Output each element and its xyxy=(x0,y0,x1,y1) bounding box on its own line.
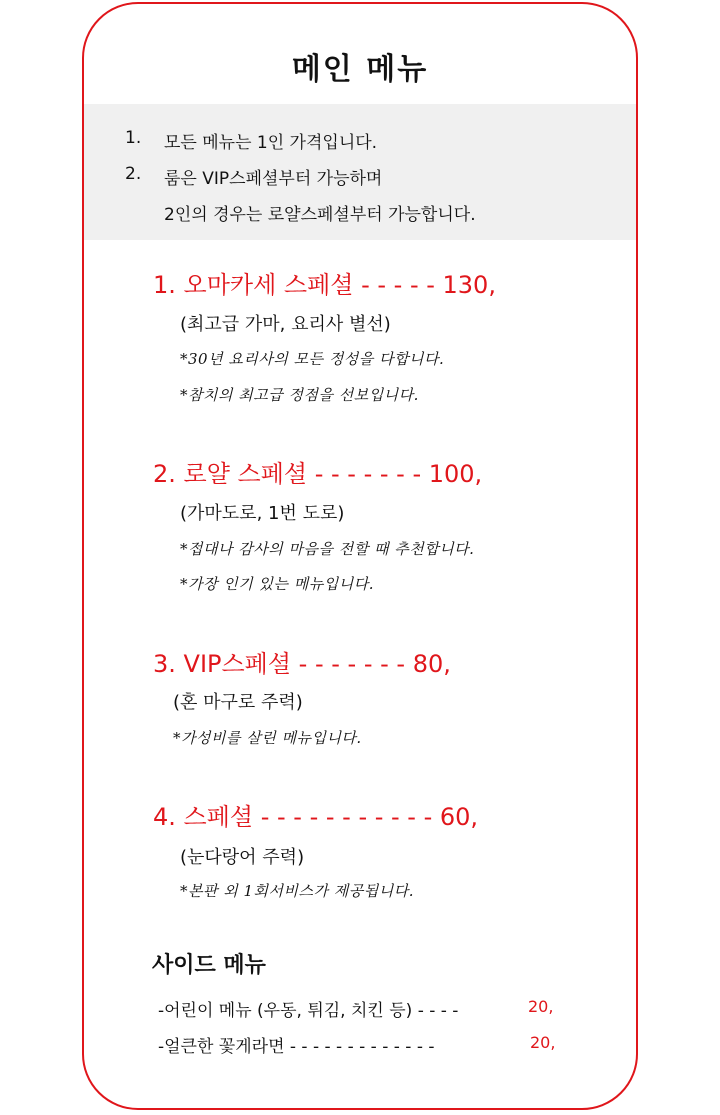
side-menu-title: 사이드 메뉴 xyxy=(152,953,266,978)
menu-item-heading: 2. 로얄 스페셜 - - - - - - - 100, xyxy=(153,460,483,488)
notice-number: 2. xyxy=(125,164,142,184)
page-title: 메인 메뉴 xyxy=(291,52,429,87)
menu-item-note: *참치의 최고급 정점을 선보입니다. xyxy=(180,386,419,404)
menu-item-note: *접대나 감사의 마음을 전할 때 추천합니다. xyxy=(180,540,475,558)
menu-item-detail: (가마도로, 1번 도로) xyxy=(180,503,345,524)
side-menu-label: -얼큰한 꽃게라면 - - - - - - - - - - - - - xyxy=(158,1037,435,1057)
notice-text: 룸은 VIP스페셜부터 가능하며 xyxy=(164,169,383,189)
menu-item-detail: (눈다랑어 주력) xyxy=(180,847,305,868)
menu-item-heading: 1. 오마카세 스페셜 - - - - - 130, xyxy=(153,271,496,299)
menu-item-note: *가장 인기 있는 메뉴입니다. xyxy=(180,575,374,593)
notice-text: 2인의 경우는 로얄스페셜부터 가능합니다. xyxy=(164,205,476,225)
side-menu-price: 20, xyxy=(528,997,554,1016)
side-menu-item xyxy=(158,1032,578,1056)
menu-item-note: *30년 요리사의 모든 정성을 다합니다. xyxy=(180,350,445,368)
side-menu-price: 20, xyxy=(530,1033,556,1052)
menu-item-heading: 3. VIP스페셜 - - - - - - - 80, xyxy=(153,650,451,678)
menu-item-detail: (최고급 가마, 요리사 별선) xyxy=(180,314,391,335)
notice-text: 모든 메뉴는 1인 가격입니다. xyxy=(164,133,378,153)
side-menu-label: -어린이 메뉴 (우동, 튀김, 치킨 등) - - - - xyxy=(158,1001,459,1021)
notice-number: 1. xyxy=(125,128,142,148)
side-menu-item xyxy=(158,996,578,1020)
menu-item-note: *가성비를 살린 메뉴입니다. xyxy=(173,729,362,747)
menu-item-detail: (혼 마구로 주력) xyxy=(173,692,303,713)
menu-item-note: *본판 외 1회서비스가 제공됩니다. xyxy=(180,882,414,900)
menu-item-heading: 4. 스페셜 - - - - - - - - - - - 60, xyxy=(153,803,479,831)
